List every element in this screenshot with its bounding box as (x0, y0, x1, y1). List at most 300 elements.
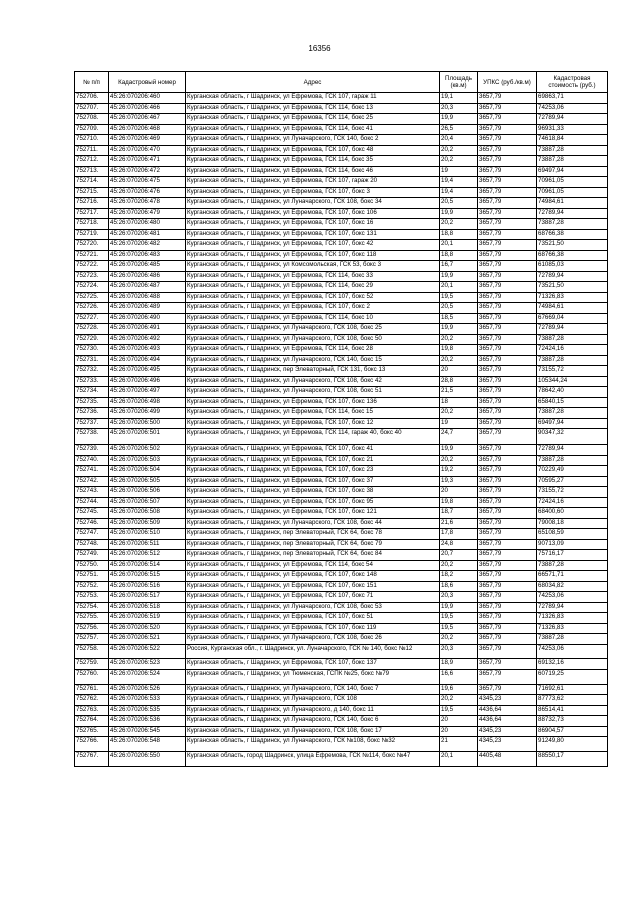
cell-cadastral-value: 71326,83 (537, 292, 608, 303)
table-row (75, 198, 608, 209)
cell-area: 28,8 (440, 376, 478, 387)
cell-upks: 3657,79 (478, 466, 537, 477)
cell-address: Курганская область, г Шадринск, ул Ефремова, ГСК 107, бокс 38 (186, 487, 440, 498)
cell-upks: 3657,79 (478, 644, 537, 659)
header-address: Адрес (186, 72, 440, 93)
cell-cadastral-number: 45:26:070206:469 (109, 135, 186, 146)
cell-cadastral-number: 45:26:070206:488 (109, 292, 186, 303)
cell-address: Курганская область, г Шадринск, ул Ефремова, ГСК 107, бокс 119 (186, 623, 440, 634)
cell-cadastral-value: 72789,94 (537, 114, 608, 125)
cell-address: Курганская область, г Шадринск, ул Ефремова, ГСК 107, бокс 148 (186, 571, 440, 582)
table-row (75, 634, 608, 645)
cell-address: Курганская область, г Шадринск, ул Ефремова, ГСК 107, бокс 12 (186, 418, 440, 429)
header-upks: УПКС (руб./кв.м) (478, 72, 537, 93)
table-row (75, 508, 608, 519)
cell-address: Курганская область, г Шадринск, ул Ефремова, ГСК 114, бокс 35 (186, 156, 440, 167)
cell-address: Курганская область, г Шадринск, ул Ефремова, ГСК 107, бокс 42 (186, 240, 440, 251)
cell-upks: 3657,79 (478, 623, 537, 634)
cell-address: Курганская область, г Шадринск, ул Ефремова, ГСК 114, бокс 41 (186, 124, 440, 135)
cell-address: Курганская область, г Шадринск, ул Ефремова, ГСК 107, бокс 41 (186, 445, 440, 456)
table-row (75, 376, 608, 387)
cell-cadastral-number: 45:26:070206:502 (109, 445, 186, 456)
cell-area: 19,8 (440, 497, 478, 508)
cell-address: Курганская область, г Шадринск, ул Луначарского, ГСК 108, бокс 34 (186, 198, 440, 209)
cell-cadastral-number: 45:26:070206:511 (109, 539, 186, 550)
cell-cadastral-value: 69497,94 (537, 166, 608, 177)
cell-upks: 3657,79 (478, 397, 537, 408)
cell-row-number: 752718. (75, 219, 109, 230)
cell-area: 19 (440, 418, 478, 429)
table-row (75, 93, 608, 104)
table-row (75, 518, 608, 529)
cell-cadastral-value: 73887,28 (537, 219, 608, 230)
cell-upks: 3657,79 (478, 539, 537, 550)
cell-area: 20,2 (440, 355, 478, 366)
table-row (75, 695, 608, 706)
cell-cadastral-number: 45:26:070206:515 (109, 571, 186, 582)
cell-cadastral-value: 65840,15 (537, 397, 608, 408)
cell-cadastral-number: 45:26:070206:503 (109, 455, 186, 466)
header-cadastral-number: Кадастровый номер (109, 72, 186, 93)
cell-cadastral-value: 79008,18 (537, 518, 608, 529)
cell-area: 18,2 (440, 571, 478, 582)
cell-upks: 3657,79 (478, 518, 537, 529)
cell-area: 21,6 (440, 518, 478, 529)
cell-upks: 3657,79 (478, 418, 537, 429)
cell-cadastral-number: 45:26:070206:510 (109, 529, 186, 540)
cell-area: 20,1 (440, 282, 478, 293)
cell-cadastral-value: 72789,94 (537, 602, 608, 613)
cell-row-number: 752761. (75, 684, 109, 695)
cell-upks: 3657,79 (478, 445, 537, 456)
cell-cadastral-value: 69863,71 (537, 93, 608, 104)
cell-cadastral-number: 45:26:070206:467 (109, 114, 186, 125)
cell-upks: 3657,79 (478, 198, 537, 209)
cell-address: Курганская область, г Шадринск, ул Луначарского, ГСК №108, бокс №32 (186, 737, 440, 752)
table-row (75, 250, 608, 261)
cell-cadastral-value: 75716,17 (537, 550, 608, 561)
cell-upks: 4436,64 (478, 716, 537, 727)
table-row (75, 602, 608, 613)
cell-cadastral-value: 73887,28 (537, 634, 608, 645)
cell-address: Курганская область, г Шадринск, ул Ефремова, ГСК 107, бокс 51 (186, 613, 440, 624)
cell-cadastral-value: 88550,17 (537, 751, 608, 766)
cell-upks: 3657,79 (478, 103, 537, 114)
cell-area: 20,2 (440, 634, 478, 645)
cell-upks: 3657,79 (478, 250, 537, 261)
cell-cadastral-number: 45:26:070206:471 (109, 156, 186, 167)
cell-address: Курганская область, г Шадринск, ул Луначарского, ГСК 140, бокс 15 (186, 355, 440, 366)
cell-address: Курганская область, г Шадринск, ул Луначарского, ГСК 108, бокс 44 (186, 518, 440, 529)
table-row (75, 716, 608, 727)
cell-upks: 3657,79 (478, 376, 537, 387)
cell-cadastral-value: 74253,06 (537, 644, 608, 659)
cell-address: Курганская область, г Шадринск, ул Ефремова, ГСК 114, бокс 15 (186, 408, 440, 419)
cell-cadastral-value: 60719,25 (537, 669, 608, 684)
cell-cadastral-value: 88732,73 (537, 716, 608, 727)
cell-row-number: 752724. (75, 282, 109, 293)
cell-cadastral-number: 45:26:070206:535 (109, 705, 186, 716)
cell-area: 20 (440, 716, 478, 727)
cell-cadastral-value: 69497,94 (537, 418, 608, 429)
table-row (75, 445, 608, 456)
cell-cadastral-value: 71692,61 (537, 684, 608, 695)
table-row (75, 282, 608, 293)
cell-cadastral-number: 45:26:070206:512 (109, 550, 186, 561)
cell-cadastral-value: 91249,80 (537, 737, 608, 752)
cell-upks: 3657,79 (478, 145, 537, 156)
cell-cadastral-value: 105344,24 (537, 376, 608, 387)
cell-cadastral-number: 45:26:070206:493 (109, 345, 186, 356)
cell-cadastral-number: 45:26:070206:482 (109, 240, 186, 251)
cell-cadastral-number: 45:26:070206:468 (109, 124, 186, 135)
cell-address: Курганская область, г Шадринск, ул Ефремова, ГСК 107, бокс 151 (186, 581, 440, 592)
cell-address: Курганская область, г Шадринск, ул Комсомольская, ГСК 53, бокс 3 (186, 261, 440, 272)
cell-cadastral-number: 45:26:070206:508 (109, 508, 186, 519)
cell-area: 16,6 (440, 669, 478, 684)
cell-address: Курганская область, г Шадринск, ул Ефремова, ГСК 114, бокс 54 (186, 560, 440, 571)
cell-address: Курганская область, г Шадринск, пер Элеваторный, ГСК 64, бокс 84 (186, 550, 440, 561)
cell-row-number: 752758. (75, 644, 109, 659)
cell-row-number: 752740. (75, 455, 109, 466)
cell-upks: 4436,64 (478, 705, 537, 716)
cell-upks: 3657,79 (478, 634, 537, 645)
table-row (75, 177, 608, 188)
cell-cadastral-value: 86904,57 (537, 726, 608, 737)
cell-upks: 3657,79 (478, 571, 537, 582)
cell-row-number: 752766. (75, 737, 109, 752)
cell-cadastral-value: 71326,83 (537, 623, 608, 634)
cell-address: Курганская область, г Шадринск, ул Ефремова, ГСК 107, бокс 121 (186, 508, 440, 519)
cell-cadastral-number: 45:26:070206:490 (109, 313, 186, 324)
cell-address: Курганская область, г Шадринск, ул Ефремова, ГСК 107, гараж 20 (186, 177, 440, 188)
cell-cadastral-value: 70961,05 (537, 177, 608, 188)
cell-upks: 3657,79 (478, 387, 537, 398)
table-row (75, 726, 608, 737)
cell-cadastral-number: 45:26:070206:523 (109, 659, 186, 670)
table-row (75, 737, 608, 752)
cell-row-number: 752715. (75, 187, 109, 198)
cell-cadastral-number: 45:26:070206:475 (109, 177, 186, 188)
cell-upks: 3657,79 (478, 529, 537, 540)
cell-address: Курганская область, г Шадринск, ул Луначарского, ГСК 140, бокс 7 (186, 684, 440, 695)
table-row (75, 659, 608, 670)
cell-upks: 3657,79 (478, 313, 537, 324)
cell-cadastral-value: 72424,16 (537, 345, 608, 356)
cell-cadastral-value: 68766,38 (537, 229, 608, 240)
table-row (75, 135, 608, 146)
cell-row-number: 752716. (75, 198, 109, 209)
cell-upks: 3657,79 (478, 366, 537, 377)
cell-upks: 3657,79 (478, 497, 537, 508)
table-row (75, 124, 608, 135)
cell-row-number: 752749. (75, 550, 109, 561)
table-row (75, 103, 608, 114)
cell-address: Курганская область, г Шадринск, ул Ефремова, ГСК 107, бокс 37 (186, 476, 440, 487)
cell-cadastral-value: 73887,28 (537, 355, 608, 366)
cell-area: 19,4 (440, 177, 478, 188)
cell-upks: 3657,79 (478, 508, 537, 519)
cell-row-number: 752735. (75, 397, 109, 408)
cell-cadastral-number: 45:26:070206:496 (109, 376, 186, 387)
cell-upks: 3657,79 (478, 93, 537, 104)
table-row (75, 592, 608, 603)
cell-cadastral-number: 45:26:070206:483 (109, 250, 186, 261)
cell-area: 20,1 (440, 751, 478, 766)
cell-area: 18 (440, 397, 478, 408)
cell-address: Курганская область, г Шадринск, ул Ефремова, ГСК 114, бокс 28 (186, 345, 440, 356)
table-row (75, 334, 608, 345)
cell-address: Курганская область, г Шадринск, ул Луначарского, ГСК 108, бокс 25 (186, 324, 440, 335)
cell-row-number: 752738. (75, 429, 109, 445)
cell-cadastral-number: 45:26:070206:480 (109, 219, 186, 230)
cell-area: 20,2 (440, 145, 478, 156)
table-row (75, 429, 608, 445)
cell-upks: 3657,79 (478, 261, 537, 272)
cell-cadastral-value: 74253,06 (537, 103, 608, 114)
cell-upks: 4405,48 (478, 751, 537, 766)
cell-cadastral-value: 73887,28 (537, 455, 608, 466)
cell-cadastral-value: 65108,59 (537, 529, 608, 540)
table-row (75, 466, 608, 477)
cell-cadastral-value: 68400,60 (537, 508, 608, 519)
cell-address: Курганская область, г Шадринск, ул Ефремова, ГСК 114, бокс 10 (186, 313, 440, 324)
cell-area: 18,5 (440, 313, 478, 324)
cell-upks: 3657,79 (478, 334, 537, 345)
table-row (75, 684, 608, 695)
cell-cadastral-value: 96931,33 (537, 124, 608, 135)
cell-address: Курганская область, г Шадринск, ул Луначарского, ГСК 108, бокс 42 (186, 376, 440, 387)
cell-row-number: 752720. (75, 240, 109, 251)
cell-area: 19,3 (440, 476, 478, 487)
table-row (75, 644, 608, 659)
cell-row-number: 752744. (75, 497, 109, 508)
cell-row-number: 752717. (75, 208, 109, 219)
cell-row-number: 752751. (75, 571, 109, 582)
cell-address: Курганская область, г Шадринск, ул Луначарского, ГСК 108, бокс 26 (186, 634, 440, 645)
cell-area: 20,3 (440, 644, 478, 659)
cell-area: 20,2 (440, 219, 478, 230)
cell-cadastral-number: 45:26:070206:476 (109, 187, 186, 198)
table-row (75, 408, 608, 419)
cell-cadastral-number: 45:26:070206:517 (109, 592, 186, 603)
cell-cadastral-number: 45:26:070206:507 (109, 497, 186, 508)
cell-area: 20,2 (440, 695, 478, 706)
cell-upks: 3657,79 (478, 166, 537, 177)
cell-area: 19,8 (440, 345, 478, 356)
cell-upks: 3657,79 (478, 487, 537, 498)
table-row (75, 623, 608, 634)
cell-upks: 3657,79 (478, 114, 537, 125)
cell-area: 19,9 (440, 114, 478, 125)
cell-upks: 3657,79 (478, 187, 537, 198)
table-row (75, 292, 608, 303)
cell-row-number: 752728. (75, 324, 109, 335)
cell-cadastral-number: 45:26:070206:498 (109, 397, 186, 408)
cell-cadastral-number: 45:26:070206:487 (109, 282, 186, 293)
cell-row-number: 752710. (75, 135, 109, 146)
cell-address: Курганская область, г Шадринск, пер Элеваторный, ГСК 131, бокс 13 (186, 366, 440, 377)
cell-cadastral-number: 45:26:070206:492 (109, 334, 186, 345)
cell-cadastral-value: 70229,49 (537, 466, 608, 477)
cell-upks: 3657,79 (478, 303, 537, 314)
cell-cadastral-number: 45:26:070206:470 (109, 145, 186, 156)
cell-cadastral-value: 78642,40 (537, 387, 608, 398)
table-row (75, 487, 608, 498)
cell-cadastral-value: 61085,03 (537, 261, 608, 272)
cell-address: Курганская область, г Шадринск, пер Элеваторный, ГСК 64, бокс 79 (186, 539, 440, 550)
table-row (75, 114, 608, 125)
cell-cadastral-number: 45:26:070206:509 (109, 518, 186, 529)
cell-upks: 3657,79 (478, 613, 537, 624)
table-row (75, 497, 608, 508)
cell-address: Курганская область, г Шадринск, ул Луначарского, ГСК 108, бокс 51 (186, 387, 440, 398)
cell-cadastral-number: 45:26:070206:500 (109, 418, 186, 429)
cell-cadastral-value: 68766,38 (537, 250, 608, 261)
cell-cadastral-number: 45:26:070206:548 (109, 737, 186, 752)
cell-cadastral-number: 45:26:070206:545 (109, 726, 186, 737)
table-row (75, 476, 608, 487)
cell-cadastral-value: 72424,16 (537, 497, 608, 508)
table-row (75, 560, 608, 571)
cell-cadastral-value: 70961,05 (537, 187, 608, 198)
table-row (75, 455, 608, 466)
table-row (75, 313, 608, 324)
cell-cadastral-number: 45:26:070206:499 (109, 408, 186, 419)
cell-upks: 3657,79 (478, 355, 537, 366)
table-row (75, 529, 608, 540)
cell-row-number: 752752. (75, 581, 109, 592)
cell-area: 19,9 (440, 271, 478, 282)
cell-cadastral-number: 45:26:070206:504 (109, 466, 186, 477)
cell-area: 20 (440, 487, 478, 498)
cell-cadastral-number: 45:26:070206:536 (109, 716, 186, 727)
cell-upks: 3657,79 (478, 550, 537, 561)
cell-address: Курганская область, г Шадринск, ул Ефремова, ГСК 107, бокс 106 (186, 208, 440, 219)
cell-row-number: 752754. (75, 602, 109, 613)
table-row (75, 187, 608, 198)
cell-row-number: 752707. (75, 103, 109, 114)
cell-cadastral-value: 90713,09 (537, 539, 608, 550)
cell-upks: 3657,79 (478, 684, 537, 695)
cell-area: 19,4 (440, 187, 478, 198)
cell-area: 18,6 (440, 581, 478, 592)
cell-cadastral-number: 45:26:070206:479 (109, 208, 186, 219)
cell-area: 19,5 (440, 613, 478, 624)
cell-address: Курганская область, г Шадринск, ул Ефремова, ГСК 107, бокс 95 (186, 497, 440, 508)
cell-upks: 3657,79 (478, 581, 537, 592)
cell-area: 19,1 (440, 93, 478, 104)
cell-address: Курганская область, г Шадринск, ул Ефремова, ГСК 114, бокс 13 (186, 103, 440, 114)
cell-area: 20,2 (440, 455, 478, 466)
table-row (75, 613, 608, 624)
cell-row-number: 752742. (75, 476, 109, 487)
cell-row-number: 752736. (75, 408, 109, 419)
cell-area: 17,8 (440, 529, 478, 540)
table-row (75, 145, 608, 156)
cell-address: Курганская область, г Шадринск, ул Луначарского, ГСК 108 (186, 695, 440, 706)
cell-cadastral-number: 45:26:070206:518 (109, 602, 186, 613)
cell-area: 18,9 (440, 659, 478, 670)
cell-upks: 3657,79 (478, 455, 537, 466)
cell-upks: 3657,79 (478, 602, 537, 613)
cell-cadastral-number: 45:26:070206:489 (109, 303, 186, 314)
table-row (75, 261, 608, 272)
cell-upks: 3657,79 (478, 124, 537, 135)
cell-address: Курганская область, г Шадринск, ул Луначарского, ГСК 108, бокс 17 (186, 726, 440, 737)
cell-area: 20,5 (440, 303, 478, 314)
cell-cadastral-number: 45:26:070206:520 (109, 623, 186, 634)
cell-row-number: 752723. (75, 271, 109, 282)
cell-area: 20,2 (440, 334, 478, 345)
table-body (75, 93, 608, 767)
cell-row-number: 752721. (75, 250, 109, 261)
cell-area: 20,2 (440, 156, 478, 167)
cell-row-number: 752712. (75, 156, 109, 167)
cell-upks: 4345,23 (478, 695, 537, 706)
cell-upks: 3657,79 (478, 429, 537, 445)
cell-upks: 3657,79 (478, 229, 537, 240)
cell-cadastral-number: 45:26:070206:486 (109, 271, 186, 282)
cell-area: 19 (440, 166, 478, 177)
cell-upks: 3657,79 (478, 282, 537, 293)
table-row (75, 156, 608, 167)
cell-area: 19,5 (440, 292, 478, 303)
cell-area: 19,5 (440, 623, 478, 634)
table-row (75, 219, 608, 230)
table-row (75, 669, 608, 684)
cell-cadastral-number: 45:26:070206:550 (109, 751, 186, 766)
cell-address: Курганская область, г Шадринск, ул Ефремова, ГСК 107, бокс 52 (186, 292, 440, 303)
cell-upks: 3657,79 (478, 240, 537, 251)
cell-cadastral-number: 45:26:070206:497 (109, 387, 186, 398)
cell-upks: 3657,79 (478, 219, 537, 230)
cell-address: Курганская область, г Шадринск, ул Луначарского, ГСК 108, бокс 53 (186, 602, 440, 613)
cell-cadastral-number: 45:26:070206:522 (109, 644, 186, 659)
cell-row-number: 752748. (75, 539, 109, 550)
cell-row-number: 752755. (75, 613, 109, 624)
cell-row-number: 752756. (75, 623, 109, 634)
cell-row-number: 752719. (75, 229, 109, 240)
cell-cadastral-number: 45:26:070206:526 (109, 684, 186, 695)
cell-upks: 3657,79 (478, 669, 537, 684)
cell-address: Курганская область, г Шадринск, ул Луначарского, ГСК 108, бокс 50 (186, 334, 440, 345)
cell-row-number: 752726. (75, 303, 109, 314)
cell-address: Курганская область, г Шадринск, ул Ефремова, ГСК 107, бокс 2 (186, 303, 440, 314)
cell-cadastral-number: 45:26:070206:472 (109, 166, 186, 177)
cell-cadastral-value: 73887,28 (537, 156, 608, 167)
cell-area: 19,6 (440, 684, 478, 695)
table-row (75, 571, 608, 582)
cell-area: 18,8 (440, 250, 478, 261)
header-cadastral-value: Кадастровая стоимость (руб.) (537, 72, 608, 93)
cell-area: 18,7 (440, 508, 478, 519)
cell-upks: 4345,23 (478, 737, 537, 752)
cell-row-number: 752711. (75, 145, 109, 156)
cell-address: Курганская область, г Шадринск, ул Ефремова, ГСК 114, гараж 40, бокс 40 (186, 429, 440, 445)
cell-address: Курганская область, город Шадринск, улица Ефремова, ГСК №114, бокс №47 (186, 751, 440, 766)
cell-upks: 3657,79 (478, 592, 537, 603)
cell-row-number: 752746. (75, 518, 109, 529)
cell-row-number: 752741. (75, 466, 109, 477)
cell-row-number: 752753. (75, 592, 109, 603)
cell-cadastral-number: 45:26:070206:478 (109, 198, 186, 209)
table-row (75, 539, 608, 550)
table-row (75, 303, 608, 314)
cell-cadastral-value: 73521,50 (537, 240, 608, 251)
cell-row-number: 752765. (75, 726, 109, 737)
cell-cadastral-value: 90347,32 (537, 429, 608, 445)
